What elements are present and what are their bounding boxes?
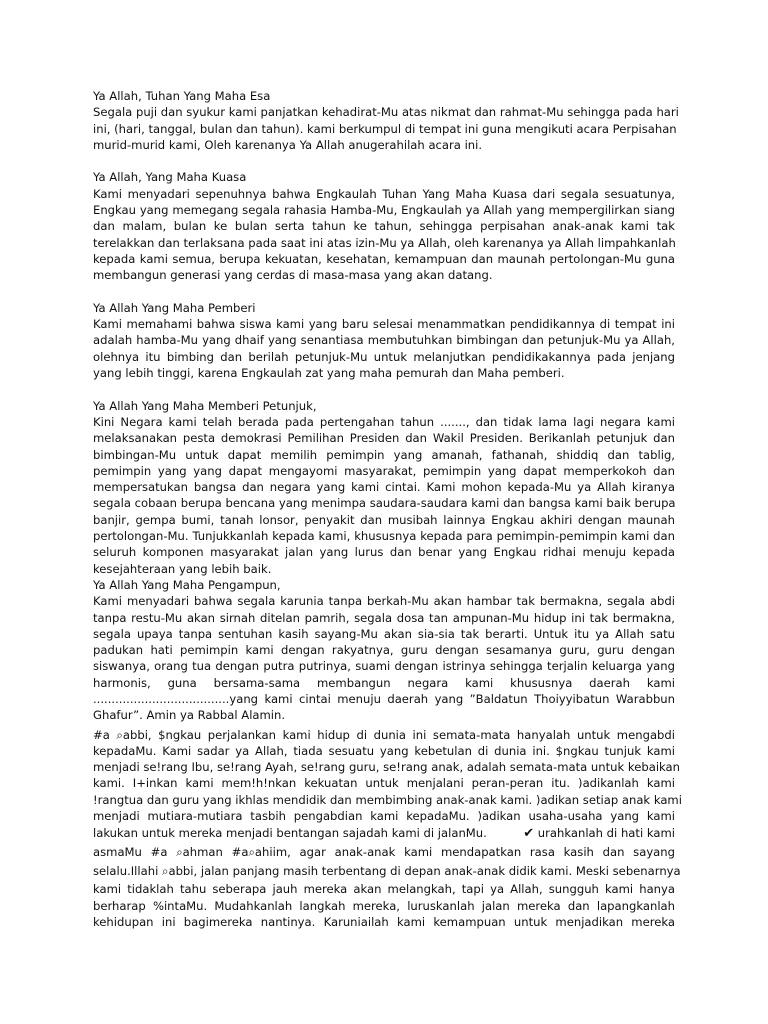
body-line: Kini Negara kami telah berada pada pertengahan tahun ......., dan tidak lama lagi negara kami — [93, 414, 675, 429]
body-line: Ghafur”. Amin ya Rabbal Alamin. — [93, 708, 286, 723]
paragraph-6 — [93, 727, 682, 931]
body-line: bimbingan-Mu untuk dapat memilih pemimpin yang amanah, fathanah, shiddiq dan tablig, — [93, 447, 675, 462]
heading-maha-kuasa: Ya Allah, Yang Maha Kuasa — [93, 170, 247, 185]
paragraph-gap — [93, 153, 675, 169]
body-line: Kami menyadari bahwa segala karunia tanpa berkah-Mu akan hambar tak bermakna, segala abdi — [93, 594, 675, 609]
body-line: adalah hamba-Mu yang dhaif yang senantiasa membutuhkan bimbingan dan petunjuk-Mu ya Allah, — [93, 333, 675, 348]
body-line-end — [523, 824, 675, 843]
body-line: siswanya, orang tua dengan putra putrinya, suami dengan istrinya sehingga terjalin keluarga yang — [93, 659, 675, 674]
paragraph-gap — [93, 284, 675, 300]
body-line: pertolongan-Mu. Tunjukkanlah kepada kami, khususnya kepada para pemimpin-pemimpin kami dan — [93, 529, 675, 544]
body-line: Kami menyadari sepenuhnya bahwa Engkaulah Tuhan Yang Maha Kuasa dari segala sesuatunya, — [93, 186, 675, 201]
body-line: kami tidaklah tahu seberapa jauh mereka akan melangkah, tapi ya Allah, sungguh kami hanya — [93, 882, 675, 897]
body-line: asmaMu #a ⌕ahman #a⌕ahiim, agar anak-anak kami mendapatkan rasa kasih dan sayang — [93, 845, 675, 860]
body-line: kami. I+inkan kami mem!h!nkan kekuatan untuk menjalani peran-peran itu. )adikanlah kami — [93, 776, 675, 791]
body-line-with-check — [93, 824, 675, 843]
heading-maha-pemberi: Ya Allah Yang Maha Pemberi — [93, 300, 256, 315]
body-line: ini, (hari, tanggal, bulan dan tahun). kami berkumpul di tempat ini guna mengikuti acara Perpisahan — [93, 121, 677, 136]
body-line: segala upaya tanpa sentuhan kasih sayang-Mu akan sia-sia tak berarti. Untuk itu ya Allah satu — [93, 626, 675, 641]
check-icon: ✔ — [523, 826, 535, 842]
body-line: kepada kami semua, berupa kekuatan, kesehatan, kemampuan dan maunah pertolongan-Mu guna — [93, 251, 675, 266]
body-line: menjadi mutiara-mutiara tasbih pengabdian kami kepadaMu. )adikan usaha-usaha yang kami — [93, 809, 675, 824]
body-line: mempersatukan bangsa dan negara yang kami cintai. Kami mohon kepada-Mu ya Allah kiranya — [93, 480, 675, 495]
body-line: harmonis, guna bersama-sama membangun negara kami khususnya daerah kami — [93, 675, 675, 690]
heading-maha-esa: Ya Allah, Tuhan Yang Maha Esa — [93, 89, 271, 103]
prayer-document — [93, 88, 682, 930]
body-line: murid-murid kami, Oleh karenanya Ya Allah anugerahilah acara ini. — [93, 137, 483, 152]
body-line: tanpa restu-Mu akan sirnah ditelan pamrih, segala dosa tan ampunan-Mu hidup ini tak bermakna, — [93, 610, 675, 625]
body-line: #a ⌕abbi, $ngkau perjalankan kami hidup di dunia ini semata-mata hanyalah untuk mengabdi — [93, 727, 675, 742]
body-line: .....................................yang kami cintai menuju daerah yang ”Baldatun Thoiyyibatun Warabbun — [93, 691, 675, 706]
heading-maha-pengampun: Ya Allah Yang Maha Pengampun, — [93, 577, 281, 592]
body-line: seluruh komponen masyarakat jalan yang lurus dan benar yang Engkau ridhai menuju kepada — [93, 545, 675, 560]
paragraph-gap — [93, 381, 675, 397]
paragraph-1 — [93, 88, 679, 153]
body-line: pemimpin yang yang dapat mengayomi masyarakat, pemimpin yang dapat memperkokoh dan — [93, 463, 675, 478]
body-line: padukan hati pemimpin kami dengan rakyatnya, guru dengan sesamanya guru, guru dengan — [93, 643, 675, 658]
body-line: Segala puji dan syukur kami panjatkan kehadirat-Mu atas nikmat dan rahmat-Mu sehingga pada hari — [93, 105, 679, 120]
body-line: segala cobaan berupa bencana yang menimpa saudara-saudara kami dan bangsa kami baik berupa — [93, 496, 676, 511]
body-line: terelakkan dan terlaksana pada saat ini atas izin-Mu ya Allah, oleh karenanya ya Allah limpahkanlah — [93, 235, 676, 250]
body-line: kepadaMu. Kami sadar ya Allah, tiada sesuatu yang kebetulan di dunia ini. $ngkau tunjuk kami — [93, 743, 675, 758]
body-line: Kami memahami bahwa siswa kami yang baru selesai menammatkan pendidikannya di tempat ini — [93, 317, 675, 332]
body-line: membangun generasi yang cerdas di masa-masa yang akan datang. — [93, 268, 493, 283]
body-line: Engkau yang memegang segala rahasia Hamba-Mu, Engkaulah ya Allah yang mempergilirkan siang — [93, 203, 675, 218]
body-line: kesejahteraan yang lebih baik. — [93, 561, 272, 576]
body-line: selalu.Illahi ⌕abbi, jalan panjang masih terbentang di depan anak-anak didik kami. Meski sebenarnya — [93, 864, 681, 879]
body-line: !rangtua dan guru yang ikhlas mendidik dan membimbing anak-anak kami. )adikan setiap anak kami — [93, 792, 682, 807]
body-line: dan malam, bulan ke bulan serta tahun ke tahun, sehingga perpisahan anak-anak kami tak — [93, 219, 675, 234]
paragraph-3 — [93, 300, 675, 381]
heading-maha-memberi-petunjuk: Ya Allah Yang Maha Memberi Petunjuk, — [93, 398, 317, 413]
paragraph-4 — [93, 398, 675, 577]
paragraph-5 — [93, 577, 675, 724]
paragraph-2 — [93, 169, 675, 283]
body-line: kehidupan ini bagimereka nantinya. Karuniailah kami kemampuan untuk menjadikan mereka — [93, 914, 675, 929]
body-line-tail: urahkanlah di hati kami — [537, 826, 675, 841]
body-line: banjir, gempa bumi, tanah lonsor, penyakit dan musibah lainnya Engkau akhiri dengan maunah — [93, 512, 675, 527]
body-line: melaksanakan pesta demokrasi Pemilihan Presiden dan Wakil Presiden. Berikanlah petunjuk dan — [93, 431, 675, 446]
body-line: berharap %intaMu. Mudahkanlah langkah mereka, luruskanlah jalan mereka dan lapangkanlah — [93, 898, 675, 913]
body-line: menjadi se!rang Ibu, se!rang Ayah, se!rang guru, se!rang anak, adalah semata-mata untuk kebaikan — [93, 760, 681, 775]
body-line: olehnya itu bimbing dan berilah petunjuk-Mu untuk melanjutkan pendidikakannya pada jenjang — [93, 349, 675, 364]
body-line: yang lebih tinggi, karena Engkaulah zat yang maha pemurah dan Maha pemberi. — [93, 366, 565, 381]
body-line-start: lakukan untuk mereka menjadi bentangan sajadah kami di jalanMu. — [93, 826, 487, 841]
